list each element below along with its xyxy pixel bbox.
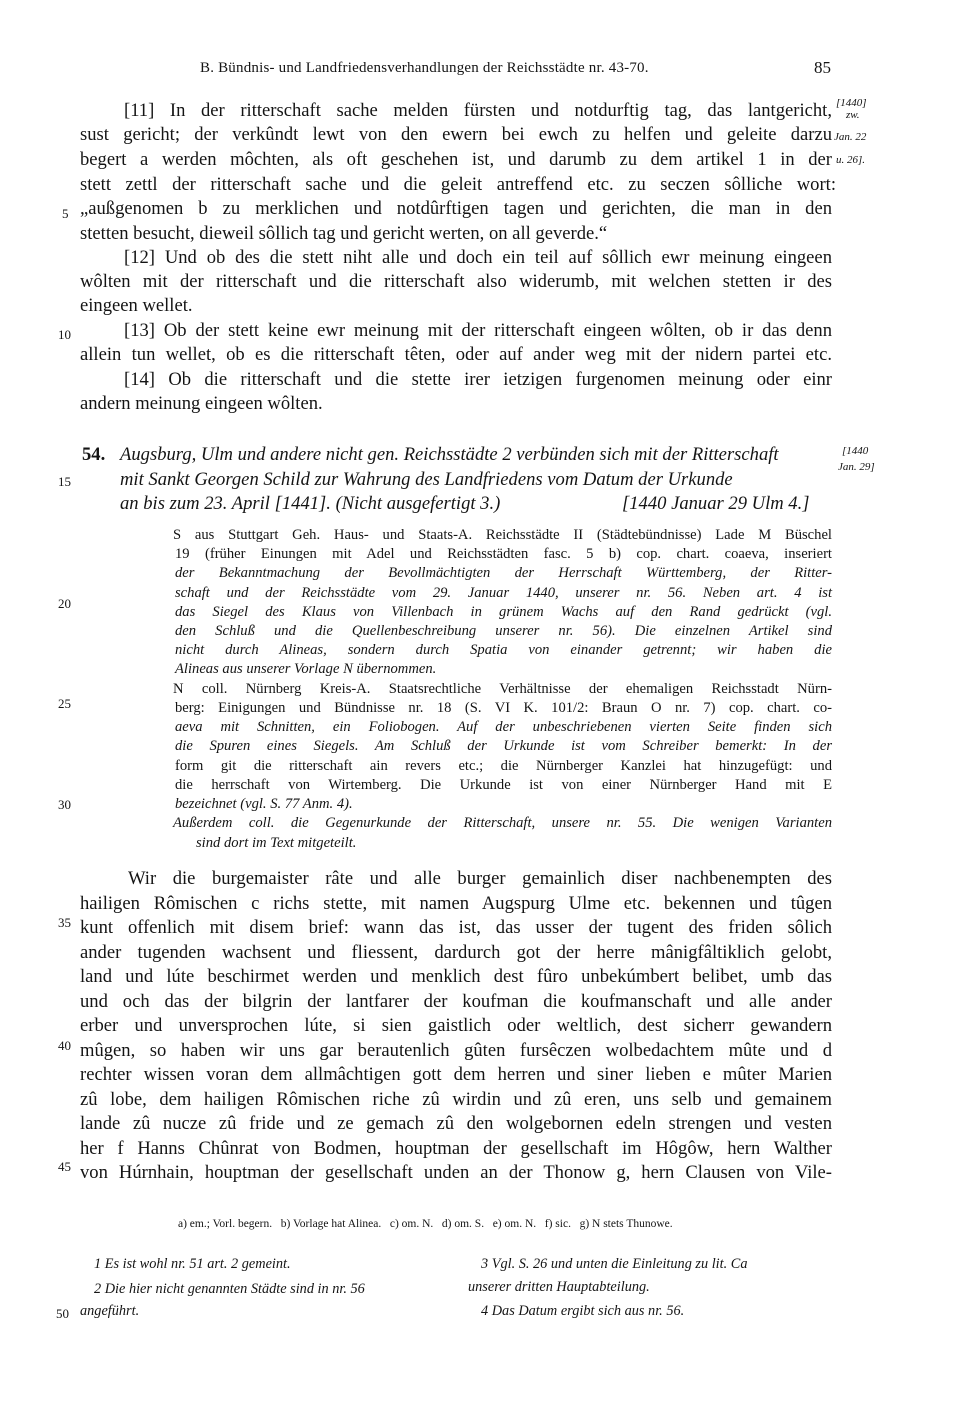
page-number: 85: [814, 58, 831, 77]
text-line: sust gericht; der verkûndt lewt von den ewern bei ewch zu helfen und geleite darzu: [80, 124, 832, 145]
body-line: mûgen, so haben wir uns gar berautenlich gûten fursêczen wolbedachtem mûte und d: [80, 1040, 832, 1061]
footnote: 3 Vgl. S. 26 und unten die Einleitung zu lit. Ca: [481, 1256, 748, 1272]
source-line: aeva mit Schnitten, ein Foliobogen. Auf der unbeschriebenen vierten Seite finden sich: [175, 719, 832, 735]
footnote: angeführt.: [80, 1303, 140, 1319]
body-line: kunt offenlich mit disem brief: wann das ist, das usser der tugent des friden sôlich: [80, 917, 832, 938]
source-line: Außerdem coll. die Gegenurkunde der Ritterschaft, unsere nr. 55. Die wenigen Varianten: [173, 815, 832, 831]
line-number: 10: [58, 327, 71, 342]
document-number: 54.: [82, 444, 106, 465]
source-line: form git die ritterschaft ain revers etc.; die Nürnberger Kanzlei hat hinzugefügt: und: [175, 758, 832, 774]
text-line: allein tun wellet, ob es die ritterschaft têten, oder auf ander weg mit der nidern partei etc.: [80, 344, 832, 365]
text-line: [13] Ob der stett keine ewr meinung mit der ritterschaft eingeen wôlten, ob ir das denn: [124, 320, 832, 341]
source-line: N coll. Nürnberg Kreis-A. Staatsrechtliche Verhältnisse der ehemaligen Reichsstadt Nürn-: [173, 681, 832, 697]
line-number: 40: [58, 1038, 71, 1053]
line-number: 35: [58, 915, 71, 930]
source-line: die Spuren eines Siegels. Am Schluß der Urkunde ist vom Schreiber bemerkt: In der: [175, 738, 832, 754]
text-line: [11] In der ritterschaft sache melden fürsten und notdurftig tag, das lantgericht,: [124, 100, 832, 121]
margin-date-top-4: u. 26].: [836, 154, 866, 166]
line-number: 20: [58, 596, 71, 611]
margin-date-top-3: Jan. 22: [834, 131, 867, 143]
body-line: erber und unversprochen lúte, si sien gaistlich oder weltlich, dest sicherr gewandern: [80, 1015, 832, 1036]
source-line: sind dort im Text mitgeteilt.: [196, 835, 357, 851]
source-line: bezeichnet (vgl. S. 77 Anm. 4).: [175, 796, 353, 812]
line-number: 25: [58, 696, 71, 711]
line-number: 15: [58, 474, 71, 489]
margin-date-doc54-1: [1440: [842, 445, 869, 457]
line-number: 5: [62, 206, 69, 221]
source-line: die herrschaft von Wirtemberg. Die Urkunde ist von einer Nürnberger Hand mit E: [175, 777, 832, 793]
textual-notes: a) em.; Vorl. begern. b) Vorlage hat Alinea. c) om. N. d) om. S. e) om. N. f) sic. g) N stets Thunowe.: [178, 1218, 673, 1230]
source-line: das Siegel des Klaus von Villenbach in grünem Wachs auf den Rand gedrückt (vgl.: [175, 604, 832, 620]
margin-date-top-2: zw.: [846, 109, 860, 121]
body-line: und och das der bilgrin der lantfarer der koufman die koufmanschaft und alle ander: [80, 991, 832, 1012]
source-line: den Schluß und die Quellenbeschreibung unserer nr. 56). Die einzelnen Artikel sind: [175, 623, 832, 639]
body-line: her f Hanns Chûnrat von Bodmen, houptman der gesellschaft im Hôgôw, hern Walther: [80, 1138, 832, 1159]
document-date: [1440 Januar 29 Ulm 4.]: [622, 493, 810, 514]
text-line: andern meinung eingeen wôlten.: [80, 393, 323, 414]
text-line: begert a werden môchten, als oft geschehen ist, und darumb zu dem artikel 1 in der: [80, 149, 832, 170]
source-line: der Bekanntmachung der Bevollmächtigten der Herrschaft Württemberg, der Ritter-: [175, 565, 832, 581]
footnote: 1 Es ist wohl nr. 51 art. 2 gemeint.: [94, 1256, 291, 1272]
body-line: Wir die burgemaister râte und alle burger gemainlich diser nachbenempten des: [128, 868, 832, 889]
footnote: unserer dritten Hauptabteilung.: [468, 1279, 650, 1295]
text-line: stett zettl der ritterschaft sache und die geleit antreffend etc. zu seczen sôlliche wort:: [80, 174, 836, 195]
text-line: „außgenomen b zu merklichen und notdûrftigen tagen und gerichten, die man in den: [80, 198, 832, 219]
line-number: 30: [58, 797, 71, 812]
source-line: Alineas aus unserer Vorlage N übernommen.: [175, 661, 437, 677]
document-heading: an bis zum 23. April [1441]. (Nicht ausgefertigt 3.): [120, 493, 501, 514]
margin-date-doc54-2: Jan. 29]: [838, 461, 875, 473]
text-line: [12] Und ob des die stett niht alle und doch ein teil auf sôllich ewr meinung eingeen: [124, 247, 832, 268]
source-line: 19 (früher Einungen mit Adel und Reichsstädten fasc. 5 b) cop. chart. coaeva, inseriert: [175, 546, 832, 562]
margin-date-top-1: [1440]: [836, 97, 867, 109]
text-line: eingeen wellet.: [80, 295, 193, 316]
body-line: zû lobe, dem hailigen Rômischen riche zû wirdin und zû eren, uns selb und gemainem: [80, 1089, 832, 1110]
body-line: von Húrnhain, houptman der gesellschaft unden an der Thonow g, hern Clausen von Vile-: [80, 1162, 832, 1183]
source-line: nicht durch Alineas, sondern durch Spatia von einander getrennt; wir haben die: [175, 642, 832, 658]
body-line: rechter wissen voran dem allmâchtigen gott dem herren und siner lieben e mûter Marien: [80, 1064, 832, 1085]
footnote: 2 Die hier nicht genannten Städte sind in nr. 56: [94, 1281, 365, 1297]
text-line: wôlten mit der ritterschaft und die ritterschaft also widerumb, mit welchen stetten ir des: [80, 271, 832, 292]
text-line: stetten besucht, dieweil sôllich tag und gericht werten, on all geverde.“: [80, 223, 608, 244]
footnote: 4 Das Datum ergibt sich aus nr. 56.: [481, 1303, 685, 1319]
body-line: lande zû nucze zû fride und ze gemach zû den wolgebornen edeln strengen und vesten: [80, 1113, 832, 1134]
document-heading: Augsburg, Ulm und andere nicht gen. Reichsstädte 2 verbünden sich mit der Ritterschaft: [120, 444, 779, 465]
source-line: schaft und der Reichsstädte vom 29. Januar 1440, unserer nr. 56. Neben art. 4 ist: [175, 585, 832, 601]
text-line: [14] Ob die ritterschaft und die stette irer ietzigen furgenomen meinung oder einr: [124, 369, 832, 390]
running-header: B. Bündnis- und Landfriedensverhandlungen der Reichsstädte nr. 43-70.: [200, 60, 649, 76]
line-number: 50: [56, 1306, 69, 1321]
line-number: 45: [58, 1159, 71, 1174]
body-line: land und lúte beschirmet werden und menklich dest fûro unbekúmbert belibet, umb das: [80, 966, 832, 987]
body-line: hailigen Rômischen c richs stette, mit namen Augspurg Ulme etc. bekennen und tûgen: [80, 893, 832, 914]
body-line: ander tugenden wachsent und fliessent, dardurch got der herre mânigfâltiklich gelobt,: [80, 942, 832, 963]
document-heading: mit Sankt Georgen Schild zur Wahrung des Landfriedens vom Datum der Urkunde: [120, 469, 733, 490]
source-line: berg: Einigungen und Bündnisse nr. 18 (S. VI K. 101/2: Braun O nr. 7) cop. chart. co-: [175, 700, 832, 716]
source-line: S aus Stuttgart Geh. Haus- und Staats-A. Reichsstädte II (Städtebündnisse) Lade M Büschel: [173, 527, 832, 543]
